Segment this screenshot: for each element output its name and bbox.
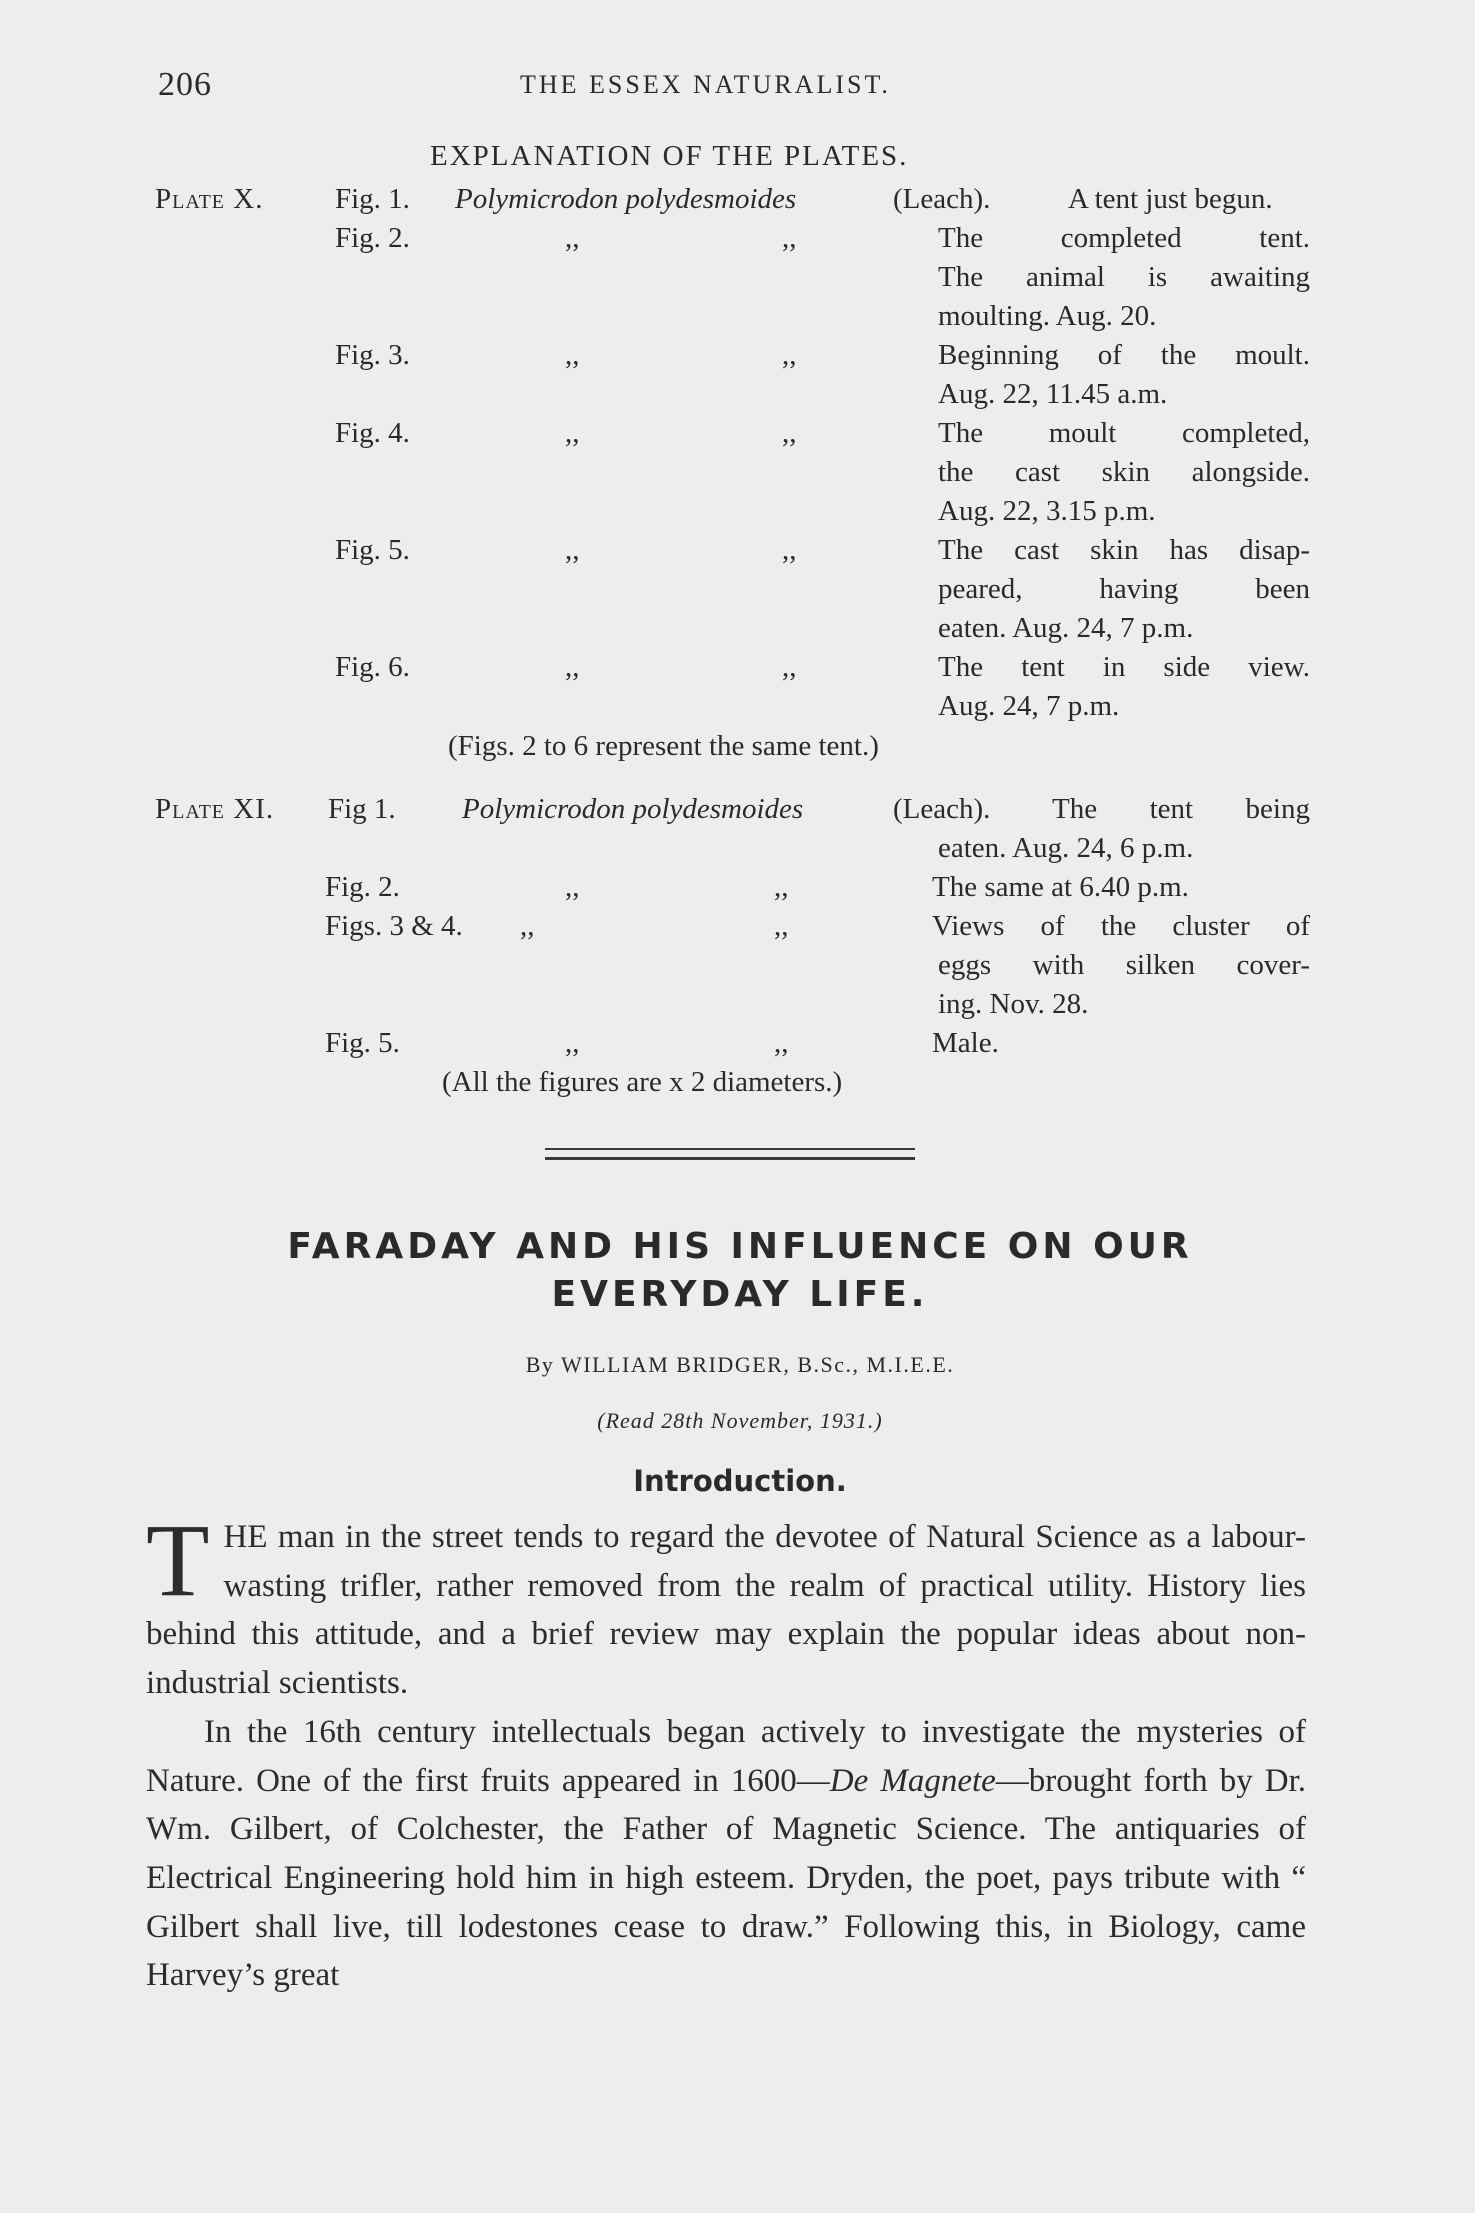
ditto-mark: ,,: [782, 534, 797, 566]
figure-description-line: Male.: [932, 1027, 999, 1059]
ditto-mark: ,,: [782, 339, 797, 371]
figure-description-line: A tent just begun.: [1068, 183, 1273, 215]
ditto-mark: ,,: [520, 910, 535, 942]
ditto-mark: ,,: [565, 534, 580, 566]
page-number: 206: [158, 66, 212, 103]
figure-description-line: The moult completed,: [938, 417, 1310, 449]
ditto-mark: ,,: [565, 1027, 580, 1059]
plate-x-label: Plate X.: [155, 183, 264, 215]
figure-description-line: The tent being: [1052, 793, 1310, 825]
figure-description-line: Aug. 24, 7 p.m.: [938, 690, 1120, 722]
figure-label: Fig. 5.: [325, 1027, 400, 1059]
figure-label: Fig 1.: [328, 793, 396, 825]
plate-x-note: (Figs. 2 to 6 represent the same tent.): [448, 730, 879, 762]
paragraph-1-text: HE man in the street tends to regard the devotee of Natural Science as a labour-wasting trifler, rather removed from the realm of practical utility. History lies behind this attitude, and a brief review may explain the popular ideas about non-industrial scientists.: [146, 1519, 1306, 1702]
figure-label: Figs. 3 & 4.: [325, 910, 463, 942]
paragraph-2: [146, 1708, 1306, 2000]
paragraph-2-text-b: —brought forth by Dr. Wm. Gilbert, of Colchester, the Father of Magnetic Science. The antiquaries of Electrical Engineering hold him in high esteem. Dryden, the poet, pays tribute with “ Gilbert shall live, till lodestones cease to draw.” Following this, in Biology, came Harvey’s great: [146, 1762, 1306, 1994]
article-title-line-1: FARADAY AND HIS INFLUENCE ON OUR: [287, 1226, 1193, 1267]
paragraph-1: [146, 1503, 1306, 1708]
plates-explanation-title: EXPLANATION OF THE PLATES.: [430, 140, 909, 172]
figure-description-line: eaten. Aug. 24, 6 p.m.: [938, 832, 1194, 864]
paragraph-2-text-a: In the 16th century intellectuals began actively to investigate the mysteries of Nature. One of the first fruits appeared in 1600—: [146, 1713, 1306, 1799]
figure-label: Fig. 3.: [335, 339, 410, 371]
section-heading: Introduction.: [633, 1464, 847, 1498]
running-title: THE ESSEX NATURALIST.: [520, 70, 891, 99]
drop-cap: T: [146, 1503, 210, 1618]
figure-description-line: Views of the cluster of: [932, 910, 1310, 942]
figure-label: Fig. 1.: [335, 183, 410, 215]
species-authority: (Leach).: [893, 183, 991, 215]
ditto-mark: ,,: [774, 910, 789, 942]
ditto-mark: ,,: [782, 222, 797, 254]
plate-xi-label: Plate XI.: [155, 793, 275, 825]
ditto-mark: ,,: [774, 1027, 789, 1059]
figure-label: Fig. 4.: [335, 417, 410, 449]
figure-description-line: The tent in side view.: [938, 651, 1310, 683]
book-title-de-magnete: De Magnete: [829, 1762, 996, 1799]
section-divider-rule: [545, 1148, 915, 1160]
figure-description-line: eaten. Aug. 24, 7 p.m.: [938, 612, 1194, 644]
figure-description-line: the cast skin alongside.: [938, 456, 1310, 488]
ditto-mark: ,,: [565, 871, 580, 903]
figure-label: Fig. 5.: [335, 534, 410, 566]
figure-label: Fig. 2.: [335, 222, 410, 254]
figure-description-line: eggs with silken cover-: [938, 949, 1310, 981]
figure-description-line: The completed tent.: [938, 222, 1310, 254]
ditto-mark: ,,: [565, 651, 580, 683]
article-title-line-2: EVERYDAY LIFE.: [551, 1274, 929, 1315]
figure-description-line: peared, having been: [938, 573, 1310, 605]
plate-xi-note: (All the figures are x 2 diameters.): [442, 1066, 843, 1098]
article-byline: By WILLIAM BRIDGER, B.Sc., M.I.E.E.: [525, 1352, 955, 1377]
species-authority: (Leach).: [893, 793, 991, 825]
figure-label: Fig. 6.: [335, 651, 410, 683]
figure-description-line: moulting. Aug. 20.: [938, 300, 1157, 332]
ditto-mark: ,,: [782, 417, 797, 449]
figure-description-line: ing. Nov. 28.: [938, 988, 1089, 1020]
figure-description-line: Aug. 22, 3.15 p.m.: [938, 495, 1156, 527]
read-date-note: (Read 28th November, 1931.): [597, 1408, 883, 1433]
ditto-mark: ,,: [565, 339, 580, 371]
figure-label: Fig. 2.: [325, 871, 400, 903]
ditto-mark: ,,: [565, 417, 580, 449]
ditto-mark: ,,: [774, 871, 789, 903]
ditto-mark: ,,: [782, 651, 797, 683]
article-body: [146, 1503, 1306, 2000]
figure-description-line: Aug. 22, 11.45 a.m.: [938, 378, 1168, 410]
species-name: Polymicrodon polydesmoides: [462, 793, 804, 825]
figure-description-line: Beginning of the moult.: [938, 339, 1310, 371]
ditto-mark: ,,: [565, 222, 580, 254]
figure-description-line: The animal is awaiting: [938, 261, 1310, 293]
figure-description-line: The same at 6.40 p.m.: [932, 871, 1189, 903]
figure-description-line: The cast skin has disap-: [938, 534, 1310, 566]
species-name: Polymicrodon polydesmoides: [455, 183, 797, 215]
